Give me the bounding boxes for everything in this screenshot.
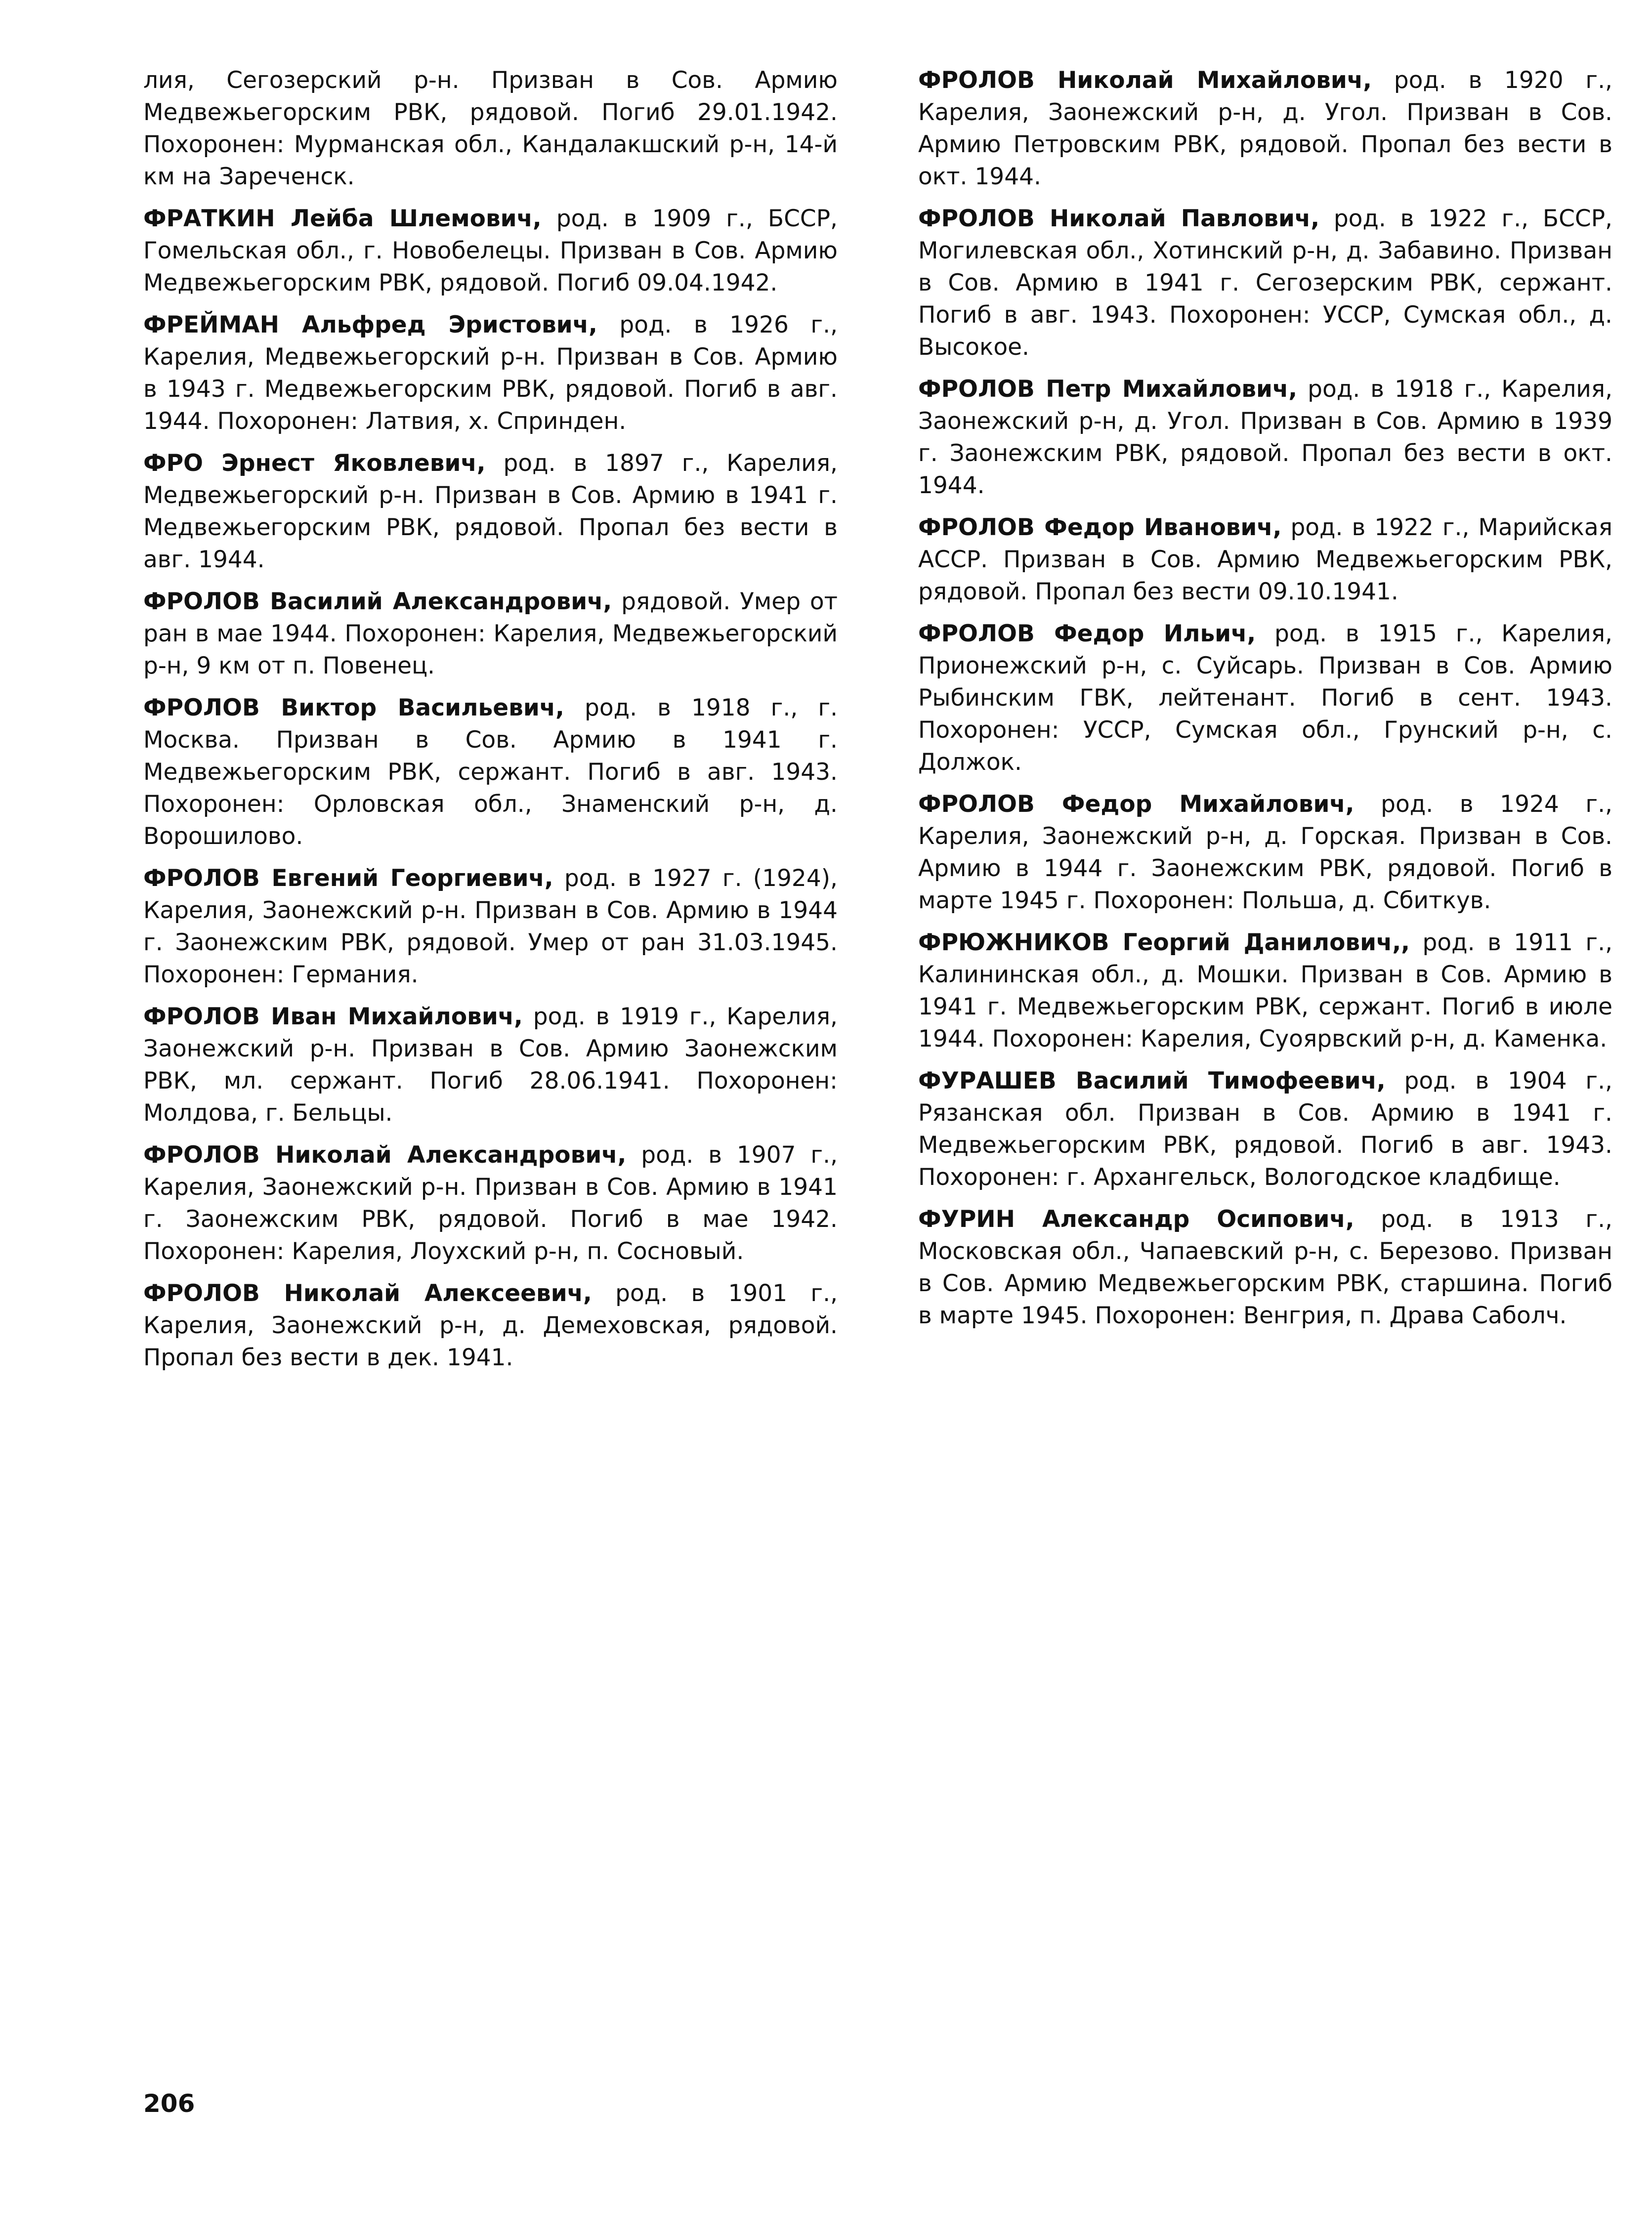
entry-name: ФУРИН Александр Осипович,: [918, 1206, 1355, 1233]
entry-text: род. в 1922 г., Марийская АССР. Призван в Сов. Армию Медвежьегорским РВК, рядовой. Пропал без вести 09.10.1941.: [918, 514, 1612, 605]
entry-freiman: [143, 309, 838, 437]
entry-frolov-vasily: [143, 586, 838, 682]
entry-text: род. в 1924 г., Карелия, Заонежский р-н, д. Горская. Призван в Сов. Армию в 1944 г. Заонежским РВК, рядовой. Погиб в марте 1945 г. Похоронен: Польша, д. Сбиткув.: [918, 791, 1612, 914]
entry-text: род. в 1920 г., Карелия, Заонежский р-н, д. Угол. Призван в Сов. Армию Петровским РВК, рядовой. Пропал без вести в окт. 1944.: [918, 67, 1612, 190]
entry-fratkin: [143, 203, 838, 299]
entry-name: ФУРАШЕВ Василий Тимофеевич,: [918, 1067, 1386, 1095]
entry-furashev: [918, 1065, 1612, 1193]
entry-text: род. в 1901 г., Карелия, Заонежский р-н, д. Демеховская, рядовой. Пропал без вести в дек. 1941.: [143, 1280, 838, 1371]
entry-frolov-evgeny: [143, 862, 838, 991]
entry-name: ФРОЛОВ Евгений Георгиевич,: [143, 865, 553, 892]
page-number: 206: [143, 2089, 195, 2118]
entry-name: ФРОЛОВ Василий Александрович,: [143, 588, 612, 615]
entry-name: ФРОЛОВ Николай Алексеевич,: [143, 1280, 592, 1307]
entry-name: ФРЮЖНИКОВ Георгий Данилович,,: [918, 929, 1410, 956]
entry-text: род. в 1915 г., Карелия, Прионежский р-н, с. Суйсарь. Призван в Сов. Армию Рыбинским ГВК, лейтенант. Погиб в сент. 1943. Похоронен: УССР, Сумская обл., Грунский р-н, с. Должок.: [918, 620, 1612, 776]
entry-text: род. в 1909 г., БССР, Гомельская обл., г. Новобелецы. Призван в Сов. Армию Медвежьегорским РВК, рядовой. Погиб 09.04.1942.: [143, 205, 838, 296]
entry-fro: [143, 447, 838, 576]
entry-frolov-petr: [918, 373, 1612, 502]
entry-name: ФРО Эрнест Яковлевич,: [143, 450, 486, 477]
entry-text: род. в 1918 г., г. Москва. Призван в Сов. Армию в 1941 г. Медвежьегорским РВК, сержант. Погиб в авг. 1943. Похоронен: Орловская обл., Знаменский р-н, д. Ворошилово.: [143, 694, 838, 850]
entry-text: род. в 1911 г., Калининская обл., д. Мошки. Призван в Сов. Армию в 1941 г. Медвежьегорским РВК, сержант. Погиб в июле 1944. Похоронен: Карелия, Суоярвский р-н, д. Каменка.: [918, 929, 1613, 1053]
right-column: [918, 64, 1612, 1342]
entry-name: ФРОЛОВ Иван Михайлович,: [143, 1003, 523, 1030]
entry-name: ФРЕЙМАН Альфред Эристович,: [143, 311, 597, 338]
entry-name: ФРОЛОВ Виктор Васильевич,: [143, 694, 564, 721]
left-column: [143, 64, 838, 1384]
entry-name: ФРОЛОВ Федор Михайлович,: [918, 791, 1355, 818]
entry-name: ФРОЛОВ Николай Павлович,: [918, 205, 1320, 232]
entry-text: род. в 1922 г., БССР, Могилевская обл., Хотинский р-н, д. Забавино. Призван в Сов. Армию в 1941 г. Сегозерским РВК, сержант. Погиб в авг. 1943. Похоронен: УССР, Сумская обл., д. Высокое.: [918, 205, 1612, 361]
entry-name: ФРОЛОВ Николай Михайлович,: [918, 67, 1372, 94]
entry-name: ФРОЛОВ Николай Александрович,: [143, 1141, 627, 1169]
entry-text: рядовой. Умер от ран в мае 1944. Похоронен: Карелия, Медвежьегорский р-н, 9 км от п. Повенец.: [143, 588, 838, 679]
entry-name: ФРАТКИН Лейба Шлемович,: [143, 205, 542, 232]
entry-frolov-fedor-ivanovich: [918, 511, 1612, 608]
entry-frolov-nikolai-aleksandrovich: [143, 1139, 838, 1267]
entry-frolov-nikolai-alekseevich: [143, 1277, 838, 1374]
entry-frolov-fedor-ilyich: [918, 618, 1612, 778]
entry-text: род. в 1919 г., Карелия, Заонежский р-н. Призван в Сов. Армию Заонежским РВК, мл. сержант. Погиб 28.06.1941. Похоронен: Молдова, г. Бельцы.: [143, 1003, 838, 1127]
entry-name: ФРОЛОВ Федор Иванович,: [918, 514, 1282, 541]
entry-frolov-fedor-mikhailovich: [918, 788, 1612, 917]
entry-text: род. в 1913 г., Московская обл., Чапаевский р-н, с. Березово. Призван в Сов. Армию Медвежьегорским РВК, старшина. Погиб в марте 1945. Похоронен: Венгрия, п. Драва Саболч.: [918, 1206, 1612, 1329]
entry-name: ФРОЛОВ Петр Михайлович,: [918, 376, 1298, 403]
entry-frolov-nikolai-mikhailovich: [918, 64, 1612, 193]
entry-text: род. в 1904 г., Рязанская обл. Призван в Сов. Армию в 1941 г. Медвежьегорским РВК, рядовой. Погиб в авг. 1943. Похоронен: г. Архангельск, Вологодское кладбище.: [918, 1067, 1612, 1191]
entry-text: род. в 1927 г. (1924), Карелия, Заонежский р-н. Призван в Сов. Армию в 1944 г. Заонежским РВК, рядовой. Умер от ран 31.03.1945. Похоронен: Германия.: [143, 865, 838, 988]
entry-text: род. в 1918 г., Карелия, Заонежский р-н, д. Угол. Призван в Сов. Армию в 1939 г. Заонежским РВК, рядовой. Пропал без вести в окт. 1944.: [918, 376, 1613, 499]
entry-fryuzhnikov: [918, 927, 1612, 1055]
entry-frolov-viktor: [143, 692, 838, 852]
entry-furin: [918, 1203, 1612, 1332]
entry-text: лия, Сегозерский р-н. Призван в Сов. Армию Медвежьегорским РВК, рядовой. Погиб 29.01.1942. Похоронен: Мурманская обл., Кандалакшский р-н, 14-й км на Зареченск.: [143, 67, 838, 190]
entry-frolov-ivan: [143, 1001, 838, 1129]
entry-text: род. в 1907 г., Карелия, Заонежский р-н. Призван в Сов. Армию в 1941 г. Заонежским РВК, рядовой. Погиб в мае 1942. Похоронен: Карелия, Лоухский р-н, п. Сосновый.: [143, 1141, 838, 1265]
entry-frolov-nikolai-pavlovich: [918, 203, 1612, 363]
entry-text: род. в 1926 г., Карелия, Медвежьегорский р-н. Призван в Сов. Армию в 1943 г. Медвежьегорским РВК, рядовой. Погиб в авг. 1944. Похоронен: Латвия, х. Спринден.: [143, 311, 838, 435]
entry-name: ФРОЛОВ Федор Ильич,: [918, 620, 1256, 647]
entry-text: род. в 1897 г., Карелия, Медвежьегорский р-н. Призван в Сов. Армию в 1941 г. Медвежьегорским РВК, рядовой. Пропал без вести в авг. 1944.: [143, 450, 838, 573]
continued-entry: [143, 64, 838, 193]
